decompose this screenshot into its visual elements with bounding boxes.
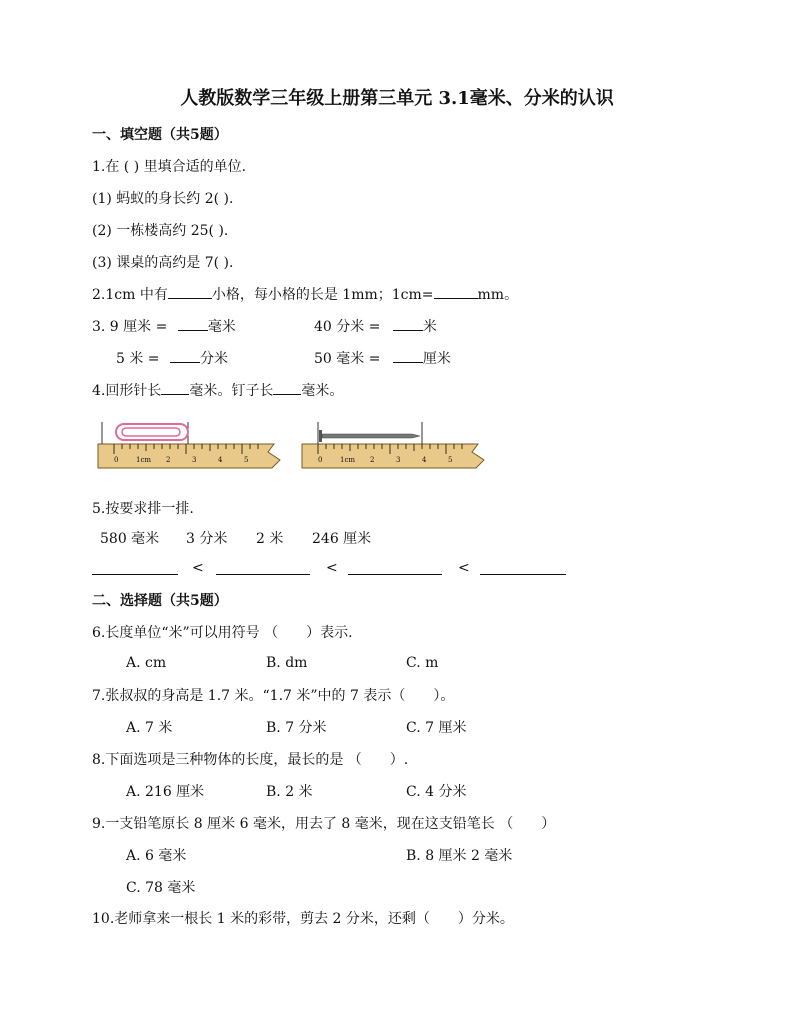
section-heading-fill-in: 一、填空题（共5题） bbox=[92, 127, 228, 143]
less-than-sign: < bbox=[326, 560, 338, 576]
q6-option-b[interactable]: B. dm bbox=[266, 655, 308, 671]
q7-option-a[interactable]: A. 7 米 bbox=[126, 720, 173, 736]
ruler-label: 4 bbox=[218, 456, 223, 464]
question-8-stem: 8.下面选项是三种物体的长度，最长的是 （ ）. bbox=[92, 752, 409, 768]
answer-blank[interactable] bbox=[170, 348, 200, 363]
q3-d-left: 50 毫米 = bbox=[314, 351, 381, 367]
question-5-stem: 5.按要求排一排. bbox=[92, 501, 194, 517]
answer-blank[interactable] bbox=[168, 284, 212, 299]
q3-a-left: 3. 9 厘米 = bbox=[92, 319, 168, 335]
question-1-part-a: (1) 蚂蚁的身长约 2( ). bbox=[92, 191, 234, 207]
question-2 bbox=[92, 284, 518, 304]
q9-option-b[interactable]: B. 8 厘米 2 毫米 bbox=[406, 848, 513, 864]
question-7-stem: 7.张叔叔的身高是 1.7 米。“1.7 米”中的 7 表示（ ）。 bbox=[92, 688, 455, 704]
q4-text-1: 4.回形针长 bbox=[92, 383, 162, 399]
question-1-part-c: (3) 课桌的高约是 7( ). bbox=[92, 255, 234, 271]
nail-on-ruler-icon bbox=[300, 418, 492, 474]
ruler-label: 1cm bbox=[136, 456, 152, 464]
ruler-label: 0 bbox=[318, 456, 323, 464]
answer-blank[interactable] bbox=[348, 574, 442, 575]
ruler-label: 3 bbox=[396, 456, 401, 464]
question-10-stem: 10.老师拿来一根长 1 米的彩带，剪去 2 分米，还剩（ ）分米。 bbox=[92, 911, 514, 927]
answer-blank[interactable] bbox=[393, 348, 423, 363]
q6-option-a[interactable]: A. cm bbox=[126, 655, 167, 671]
q8-option-a[interactable]: A. 216 厘米 bbox=[126, 784, 205, 800]
ruler-label: 5 bbox=[448, 456, 453, 464]
q2-text-3: mm。 bbox=[477, 287, 519, 303]
q9-option-c[interactable]: C. 78 毫米 bbox=[126, 880, 196, 896]
question-1-stem: 1.在 ( ) 里填合适的单位. bbox=[92, 159, 247, 175]
q5-item: 246 厘米 bbox=[312, 531, 372, 547]
question-6-stem: 6.长度单位“米”可以用符号 （ ）表示. bbox=[92, 625, 353, 641]
ruler-label: 0 bbox=[114, 456, 119, 464]
answer-blank[interactable] bbox=[92, 574, 178, 575]
question-9-stem: 9.一支铅笔原长 8 厘米 6 毫米，用去了 8 毫米，现在这支铅笔长 （ ） bbox=[92, 816, 556, 832]
q8-option-b[interactable]: B. 2 米 bbox=[266, 784, 313, 800]
ruler-label: 4 bbox=[422, 456, 427, 464]
answer-blank[interactable] bbox=[216, 574, 310, 575]
q2-text-1: 2.1cm 中有 bbox=[92, 287, 168, 303]
section-heading-choice: 二、选择题（共5题） bbox=[92, 593, 228, 609]
ruler-label: 2 bbox=[166, 456, 171, 464]
q9-option-a[interactable]: A. 6 毫米 bbox=[126, 848, 187, 864]
q4-text-3: 毫米。 bbox=[301, 383, 344, 399]
ruler-label: 5 bbox=[244, 456, 249, 464]
question-4 bbox=[92, 380, 343, 400]
q6-option-c[interactable]: C. m bbox=[406, 655, 439, 671]
q3-b-left: 40 分米 = bbox=[314, 319, 381, 335]
nail-ruler-figure bbox=[300, 418, 492, 478]
q4-text-2: 毫米。钉子长 bbox=[189, 383, 274, 399]
answer-blank[interactable] bbox=[178, 316, 208, 331]
page-title: 人教版数学三年级上册第三单元 3.1毫米、分米的认识 bbox=[180, 88, 614, 109]
ruler-label: 1cm bbox=[340, 456, 356, 464]
q3-d-unit: 厘米 bbox=[422, 351, 451, 367]
q2-text-2: 小格，每小格的长是 1mm；1cm= bbox=[211, 287, 434, 303]
question-3-row-1-right bbox=[314, 316, 437, 336]
question-3-row-2-right bbox=[314, 348, 451, 368]
q8-option-c[interactable]: C. 4 分米 bbox=[406, 784, 467, 800]
answer-blank[interactable] bbox=[480, 574, 566, 575]
q7-option-c[interactable]: C. 7 厘米 bbox=[406, 720, 467, 736]
q5-item: 580 毫米 bbox=[100, 531, 160, 547]
paperclip-on-ruler-icon bbox=[96, 418, 286, 474]
less-than-sign: < bbox=[458, 560, 470, 576]
answer-blank[interactable] bbox=[273, 380, 301, 395]
question-3-row-1 bbox=[92, 316, 236, 336]
less-than-sign: < bbox=[192, 560, 204, 576]
q3-b-unit: 米 bbox=[422, 319, 437, 335]
ruler-label: 3 bbox=[192, 456, 197, 464]
paperclip-ruler-figure bbox=[96, 418, 286, 478]
ruler-label: 2 bbox=[370, 456, 375, 464]
q7-option-b[interactable]: B. 7 分米 bbox=[266, 720, 327, 736]
answer-blank[interactable] bbox=[161, 380, 189, 395]
q3-a-unit: 毫米 bbox=[207, 319, 236, 335]
question-1-part-b: (2) 一栋楼高约 25( ). bbox=[92, 223, 229, 239]
q3-c-left: 5 米 = bbox=[116, 351, 160, 367]
q5-item: 2 米 bbox=[256, 531, 284, 547]
answer-blank[interactable] bbox=[393, 316, 423, 331]
q5-item: 3 分米 bbox=[186, 531, 228, 547]
answer-blank[interactable] bbox=[434, 284, 478, 299]
q3-c-unit: 分米 bbox=[200, 351, 228, 367]
question-3-row-2 bbox=[116, 348, 228, 368]
